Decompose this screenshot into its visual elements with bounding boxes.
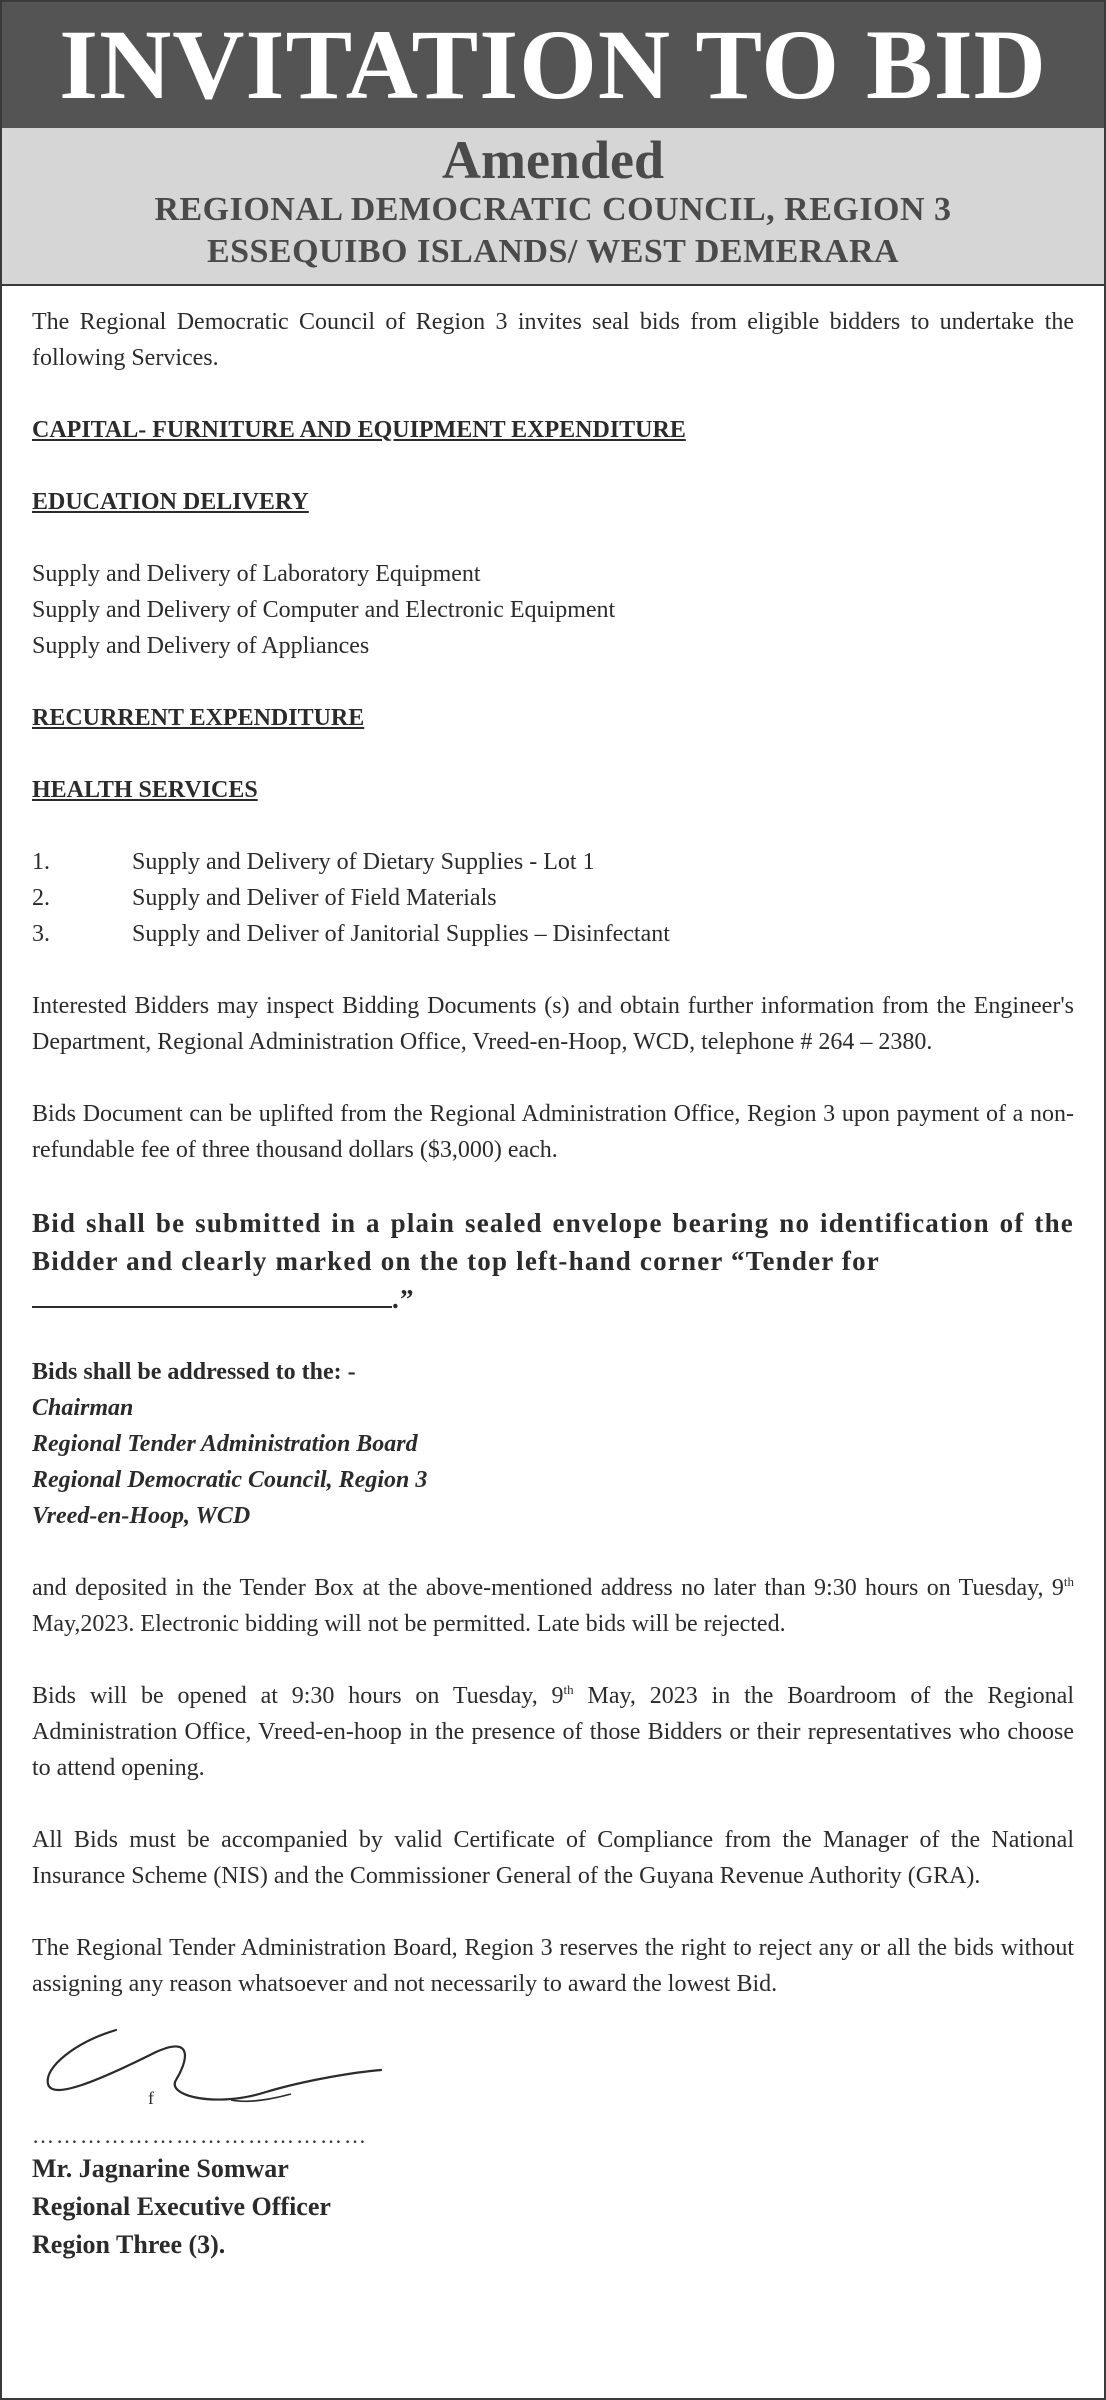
opening-text: Bids will be opened at 9:30 hours on Tuesday, 9: [32, 1682, 564, 1709]
signer-region: Region Three (3).: [32, 2229, 226, 2259]
item-text: Supply and Deliver of Janitorial Supplies – Disinfectant: [132, 920, 670, 947]
signature-scribble: [36, 2012, 436, 2122]
council-name: REGIONAL DEMOCRATIC COUNCIL, REGION 3: [154, 190, 952, 228]
signature: [32, 2012, 1074, 2122]
signature-mark: f: [148, 2087, 154, 2108]
item-number: 1.: [32, 848, 50, 875]
region-name: ESSEQUIBO ISLANDS/ WEST DEMERARA: [206, 233, 900, 271]
signature-line: ……………………………………: [32, 2122, 368, 2148]
ordinal-suffix: th: [1063, 1573, 1074, 1589]
opening-paragraph: [32, 1678, 1074, 1786]
notice-body: [2, 286, 1104, 2264]
list-item: [32, 916, 1074, 952]
address-line: Vreed-en-Hoop, WCD: [32, 1502, 251, 1529]
notice-title: INVITATION TO BID: [2, 2, 1104, 128]
health-items: [32, 844, 1074, 952]
submission-paragraph: [32, 1204, 1074, 1318]
reserve-paragraph: The Regional Tender Administration Board, Region 3 reserves the right to reject any or all the bids without assigning any reason whatsoever and not necessarily to award the lowest Bid.: [32, 1934, 1074, 1997]
address-line: Regional Tender Administration Board: [32, 1430, 418, 1457]
item-number: 2.: [32, 884, 50, 911]
capital-heading: CAPITAL- FURNITURE AND EQUIPMENT EXPENDITURE: [32, 416, 686, 443]
address-block: [32, 1354, 1074, 1534]
item-text: Supply and Deliver of Field Materials: [132, 884, 497, 911]
address-line: Regional Democratic Council, Region 3: [32, 1466, 428, 1493]
subheader: [2, 128, 1104, 286]
intro-paragraph: The Regional Democratic Council of Region 3 invites seal bids from eligible bidders to undertake the following Services.: [32, 308, 1074, 371]
deposit-text: and deposited in the Tender Box at the above-mentioned address no later than 9:30 hours on Tuesday, 9: [32, 1574, 1064, 1601]
education-items: [32, 556, 1074, 664]
list-item: Supply and Delivery of Appliances: [32, 632, 370, 659]
ordinal-suffix: th: [563, 1681, 574, 1697]
list-item: Supply and Delivery of Computer and Electronic Equipment: [32, 596, 616, 623]
list-item: [32, 880, 1074, 916]
education-heading: EDUCATION DELIVERY: [32, 488, 309, 515]
opening-text-end: May, 2023 in the Boardroom of the Regional Administration Office, Vreed-en-hoop in the presence of those Bidders or their representatives who choose to attend opening.: [32, 1682, 1074, 1781]
health-heading: HEALTH SERVICES: [32, 776, 258, 803]
inspect-paragraph: Interested Bidders may inspect Bidding Documents (s) and obtain further information from the Engineer's Department, Regional Administration Office, Vreed-en-Hoop, WCD, telephone # 264 – 2380.: [32, 992, 1074, 1055]
signer-name: Mr. Jagnarine Somwar: [32, 2153, 289, 2183]
compliance-paragraph: All Bids must be accompanied by valid Certificate of Compliance from the Manager of the National Insurance Scheme (NIS) and the Commissioner General of the Guyana Revenue Authority (GRA).: [32, 1826, 1074, 1889]
submission-end: .”: [392, 1283, 415, 1314]
list-item: Supply and Delivery of Laboratory Equipment: [32, 560, 481, 587]
signer-title: Regional Executive Officer: [32, 2191, 331, 2221]
address-lead: Bids shall be addressed to the: -: [32, 1358, 356, 1385]
uplift-paragraph: Bids Document can be uplifted from the Regional Administration Office, Region 3 upon payment of a non-refundable fee of three thousand dollars ($3,000) each.: [32, 1100, 1074, 1163]
submission-text: Bid shall be submitted in a plain sealed envelope bearing no identification of the Bidder and clearly marked on the top left-hand corner “Tender for: [32, 1207, 1074, 1276]
tender-blank-line: [32, 1284, 392, 1308]
address-line: Chairman: [32, 1394, 134, 1421]
deposit-text-end: May,2023. Electronic bidding will not be permitted. Late bids will be rejected.: [32, 1610, 786, 1637]
amended-label: Amended: [441, 130, 664, 190]
item-number: 3.: [32, 920, 50, 947]
deposit-paragraph: [32, 1570, 1074, 1642]
list-item: [32, 844, 1074, 880]
item-text: Supply and Delivery of Dietary Supplies - Lot 1: [132, 848, 595, 875]
recurrent-heading: RECURRENT EXPENDITURE: [32, 704, 365, 731]
